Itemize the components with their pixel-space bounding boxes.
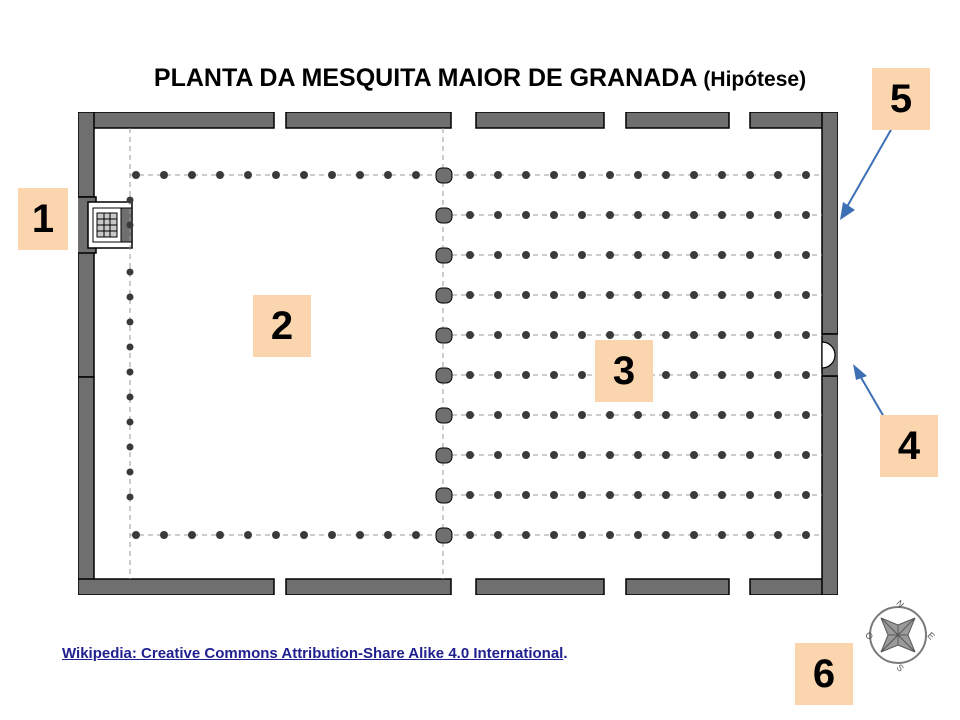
- pointer-arrow-5: [830, 120, 900, 230]
- mosque-floor-plan: [78, 112, 838, 595]
- minaret-block: [78, 197, 132, 253]
- marker-4[interactable]: 4: [880, 415, 938, 477]
- marker-3[interactable]: 3: [595, 340, 653, 402]
- license-caption-suffix: .: [563, 645, 568, 662]
- marker-1[interactable]: 1: [18, 188, 68, 250]
- license-link[interactable]: Wikipedia: Creative Commons Attribution-Share Alike 4.0 International: [62, 645, 564, 662]
- marker-6[interactable]: 6: [795, 643, 853, 705]
- compass-south-label: S: [894, 662, 906, 674]
- compass-rose: [855, 592, 941, 678]
- marker-2[interactable]: 2: [253, 295, 311, 357]
- marker-5[interactable]: 5: [872, 68, 930, 130]
- page-title-main: PLANTA DA MESQUITA MAIOR DE GRANADA: [153, 64, 704, 92]
- license-caption: [62, 645, 568, 662]
- compass-west-label: O: [863, 629, 876, 642]
- compass-north-label: N: [894, 598, 906, 610]
- page-title: [0, 64, 960, 93]
- page-title-sub: (Hipótese): [703, 68, 807, 91]
- compass-east-label: E: [925, 630, 937, 642]
